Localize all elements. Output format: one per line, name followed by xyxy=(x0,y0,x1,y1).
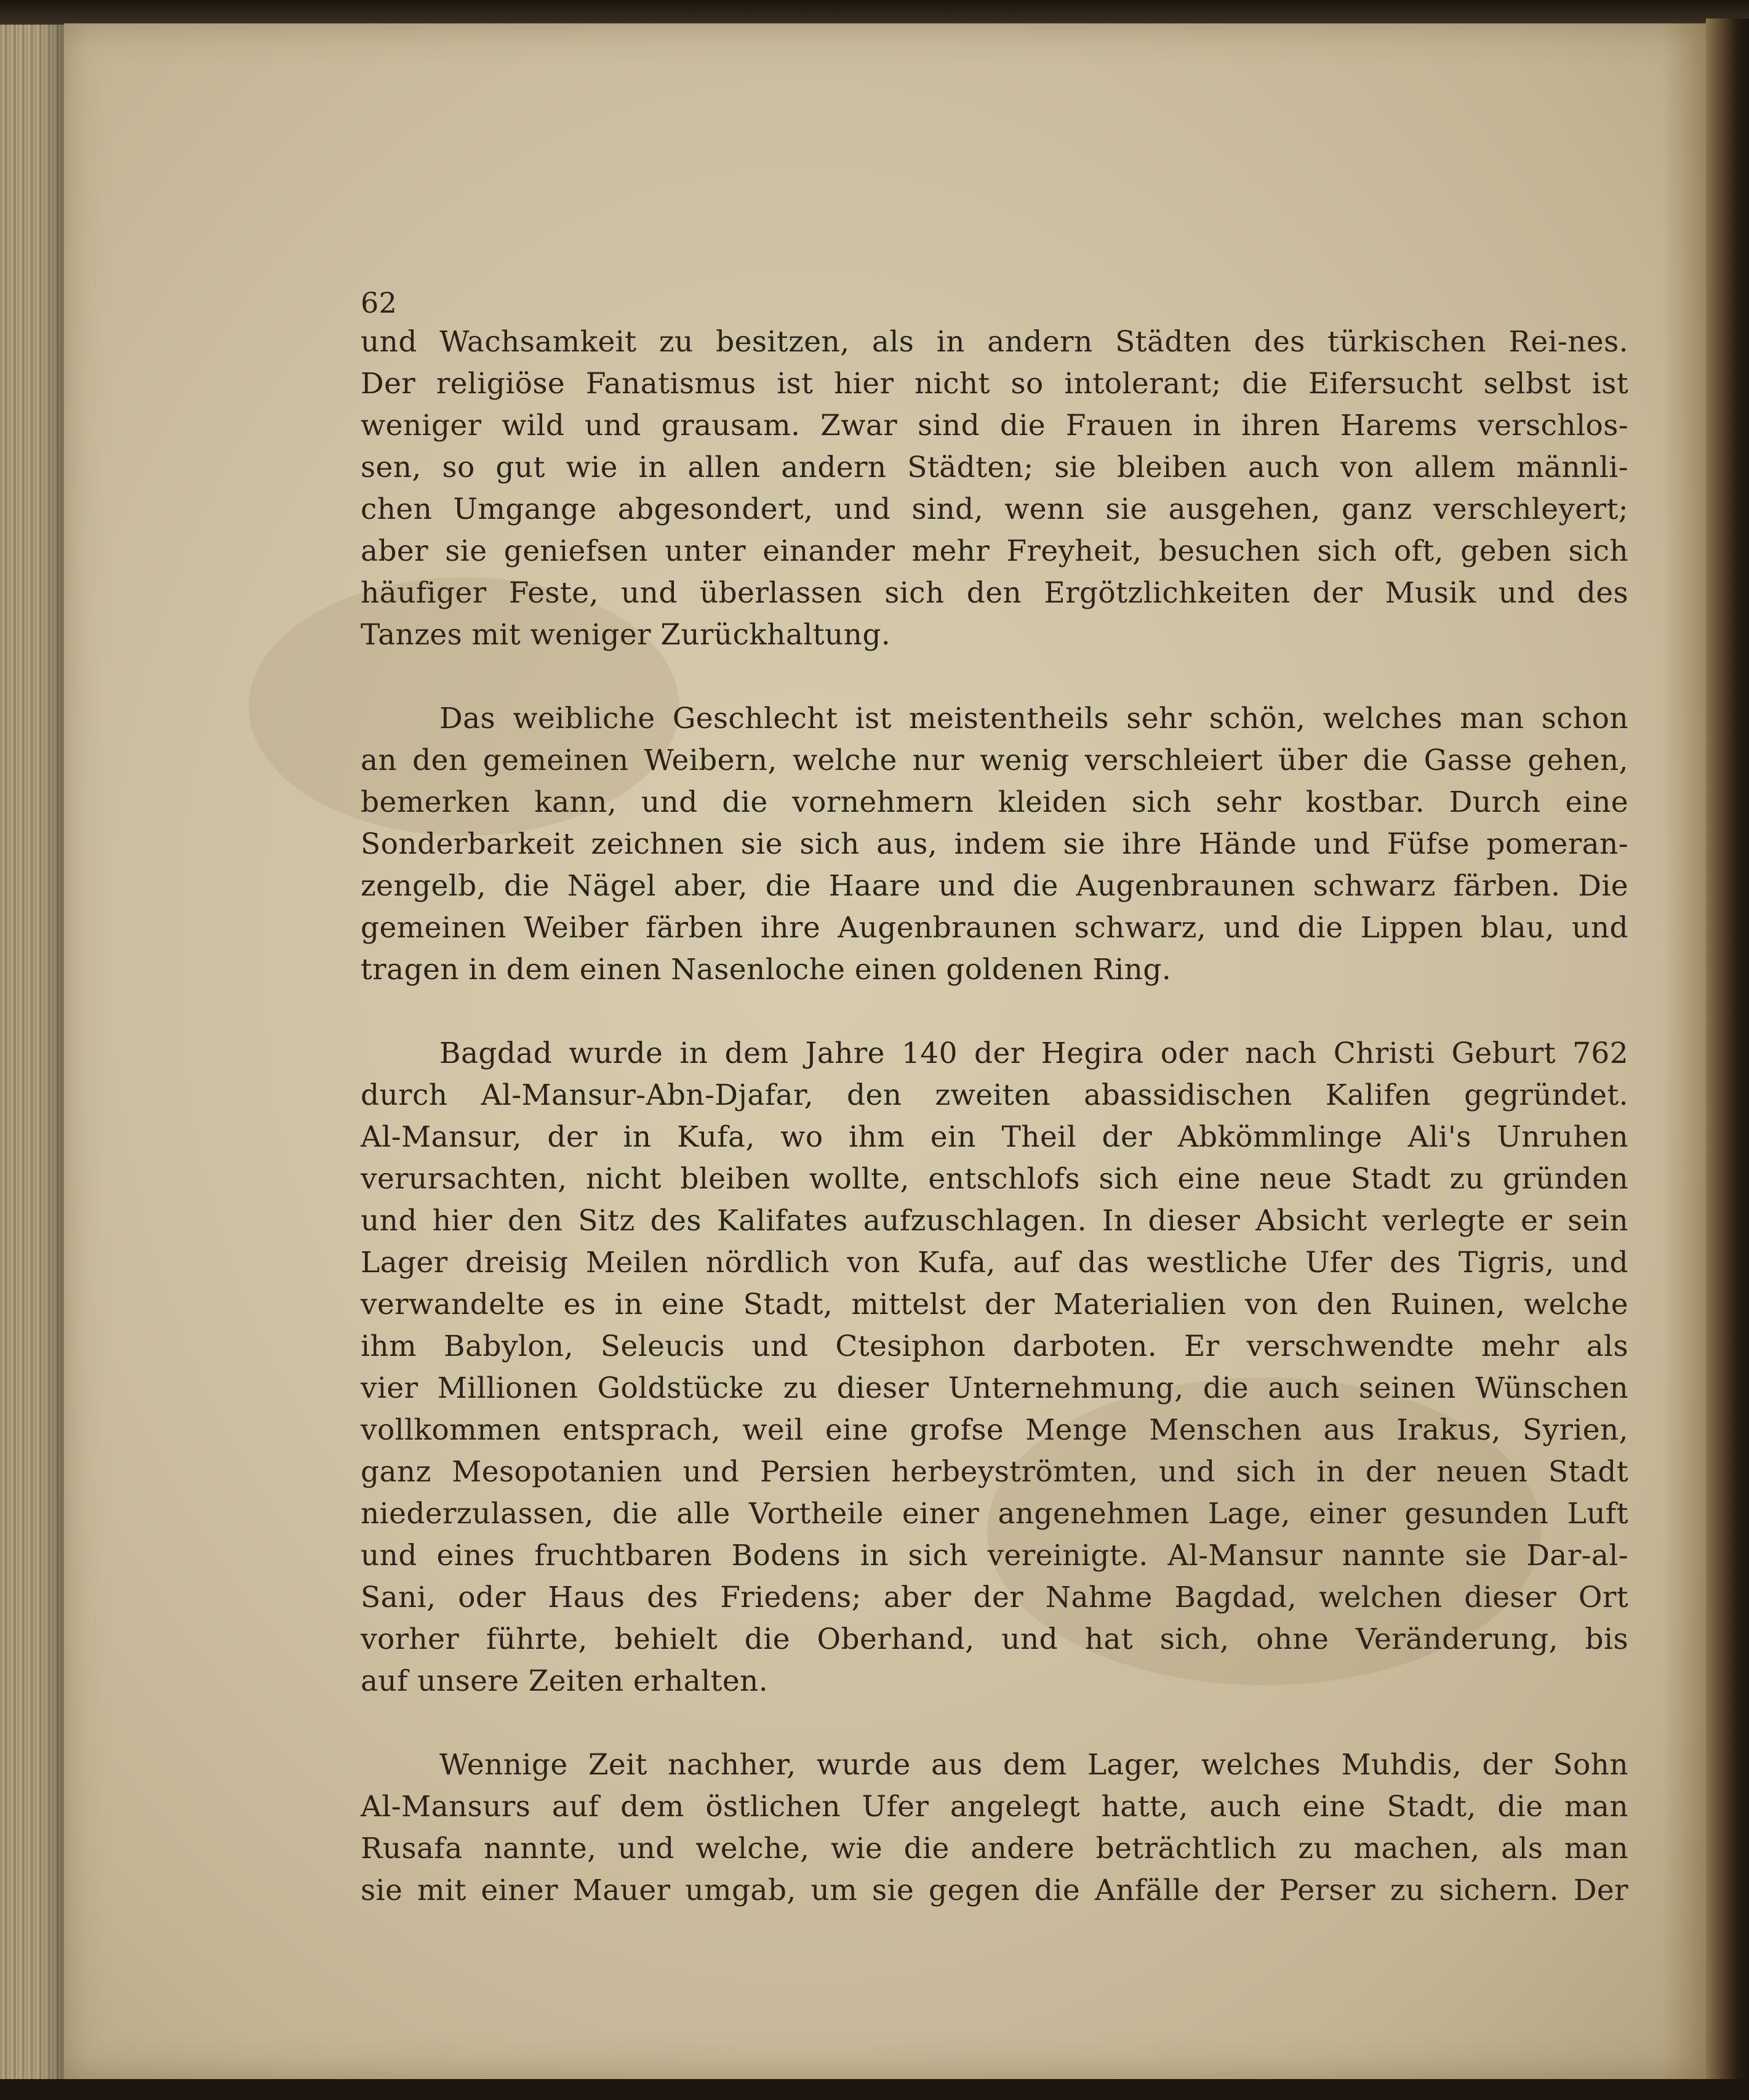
text-line: Al-Mansurs auf dem östlichen Ufer angelegt hatte, auch eine Stadt, die man xyxy=(361,1790,1628,1824)
paragraph-2 xyxy=(361,698,1628,991)
text-line: ganz Mesopotanien und Persien herbeyströmten, und sich in der neuen Stadt xyxy=(361,1455,1628,1489)
text-line: zengelb, die Nägel aber, die Haare und die Augenbraunen schwarz färben. Die xyxy=(361,869,1628,903)
text-line: gemeinen Weiber färben ihre Augenbraunen schwarz, und die Lippen blau, und xyxy=(361,911,1628,945)
text-line: und hier den Sitz des Kalifates aufzuschlagen. In dieser Absicht verlegte er sein xyxy=(361,1204,1628,1238)
text-line: Al-Mansur, der in Kufa, wo ihm ein Theil der Abkömmlinge Ali's Unruhen xyxy=(361,1120,1628,1154)
text-line: Wennige Zeit nachher, wurde aus dem Lager, welches Muhdis, der Sohn xyxy=(439,1748,1628,1782)
text-line: Sonderbarkeit zeichnen sie sich aus, indem sie ihre Hände und Füfse pomeran- xyxy=(361,827,1628,861)
text-line: niederzulassen, die alle Vortheile einer angenehmen Lage, einer gesunden Luft xyxy=(361,1497,1628,1531)
paragraph-gap xyxy=(361,1702,1628,1744)
text-line: Bagdad wurde in dem Jahre 140 der Hegira oder nach Christi Geburt 762 xyxy=(439,1036,1628,1070)
text-line: Der religiöse Fanatismus ist hier nicht so intolerant; die Eifersucht selbst ist xyxy=(361,367,1628,401)
text-line: Sani, oder Haus des Friedens; aber der Nahme Bagdad, welchen dieser Ort xyxy=(361,1581,1628,1614)
text-line: vier Millionen Goldstücke zu dieser Unternehmung, die auch seinen Wünschen xyxy=(361,1371,1628,1405)
scan-top-border xyxy=(0,0,1749,25)
text-line: sen, so gut wie in allen andern Städten; sie bleiben auch von allem männli- xyxy=(361,451,1628,484)
text-line: weniger wild und grausam. Zwar sind die Frauen in ihren Harems verschlos- xyxy=(361,409,1628,443)
text-line: verwandelte es in eine Stadt, mittelst der Materialien von den Ruinen, welche xyxy=(361,1288,1628,1321)
text-line: häufiger Feste, und überlassen sich den Ergötzlichkeiten der Musik und des xyxy=(361,576,1628,610)
text-line: vorher führte, behielt die Oberhand, und hat sich, ohne Veränderung, bis xyxy=(361,1622,1628,1656)
paragraph-gap xyxy=(361,991,1628,1033)
text-line: auf unsere Zeiten erhalten. xyxy=(361,1664,769,1698)
paragraph-3 xyxy=(361,1033,1628,1702)
text-line: sie mit einer Mauer umgab, um sie gegen die Anfälle der Perser zu sichern. Der xyxy=(361,1874,1628,1907)
text-line: durch Al-Mansur-Abn-Djafar, den zweiten abassidischen Kalifen gegründet. xyxy=(361,1078,1628,1112)
page-number: 62 xyxy=(361,286,398,319)
text-line: Tanzes mit weniger Zurückhaltung. xyxy=(361,618,891,652)
book-gutter xyxy=(1706,18,1749,2086)
text-line: aber sie geniefsen unter einander mehr Freyheit, besuchen sich oft, geben sich xyxy=(361,534,1628,568)
page-stack-edge xyxy=(0,0,68,2100)
paragraph-1 xyxy=(361,321,1628,656)
text-line: und Wachsamkeit zu besitzen, als in andern Städten des türkischen Rei-nes. xyxy=(361,325,1628,359)
scan-bottom-border xyxy=(0,2079,1749,2100)
text-line: Das weibliche Geschlecht ist meistentheils sehr schön, welches man schon xyxy=(439,702,1628,735)
text-line: ihm Babylon, Seleucis und Ctesiphon darboten. Er verschwendte mehr als xyxy=(361,1329,1628,1363)
text-line: tragen in dem einen Nasenloche einen goldenen Ring. xyxy=(361,953,1172,987)
page-text xyxy=(361,284,1628,1912)
text-line: Rusafa nannte, und welche, wie die andere beträchtlich zu machen, als man xyxy=(361,1832,1628,1866)
text-line: verursachten, nicht bleiben wollte, entschlofs sich eine neue Stadt zu gründen xyxy=(361,1162,1628,1196)
gutter-shadow xyxy=(1662,23,1711,2079)
paragraph-4 xyxy=(361,1744,1628,1912)
text-line: vollkommen entsprach, weil eine grofse Menge Menschen aus Irakus, Syrien, xyxy=(361,1413,1628,1447)
text-line: Lager dreisig Meilen nördlich von Kufa, auf das westliche Ufer des Tigris, und xyxy=(361,1246,1628,1280)
text-line: chen Umgange abgesondert, und sind, wenn sie ausgehen, ganz verschleyert; xyxy=(361,492,1628,526)
text-line: an den gemeinen Weibern, welche nur wenig verschleiert über die Gasse gehen, xyxy=(361,743,1628,777)
paragraph-gap xyxy=(361,656,1628,698)
text-line: und eines fruchtbaren Bodens in sich vereinigte. Al-Mansur nannte sie Dar-al- xyxy=(361,1539,1628,1573)
text-line: bemerken kann, und die vornehmern kleiden sich sehr kostbar. Durch eine xyxy=(361,785,1628,819)
